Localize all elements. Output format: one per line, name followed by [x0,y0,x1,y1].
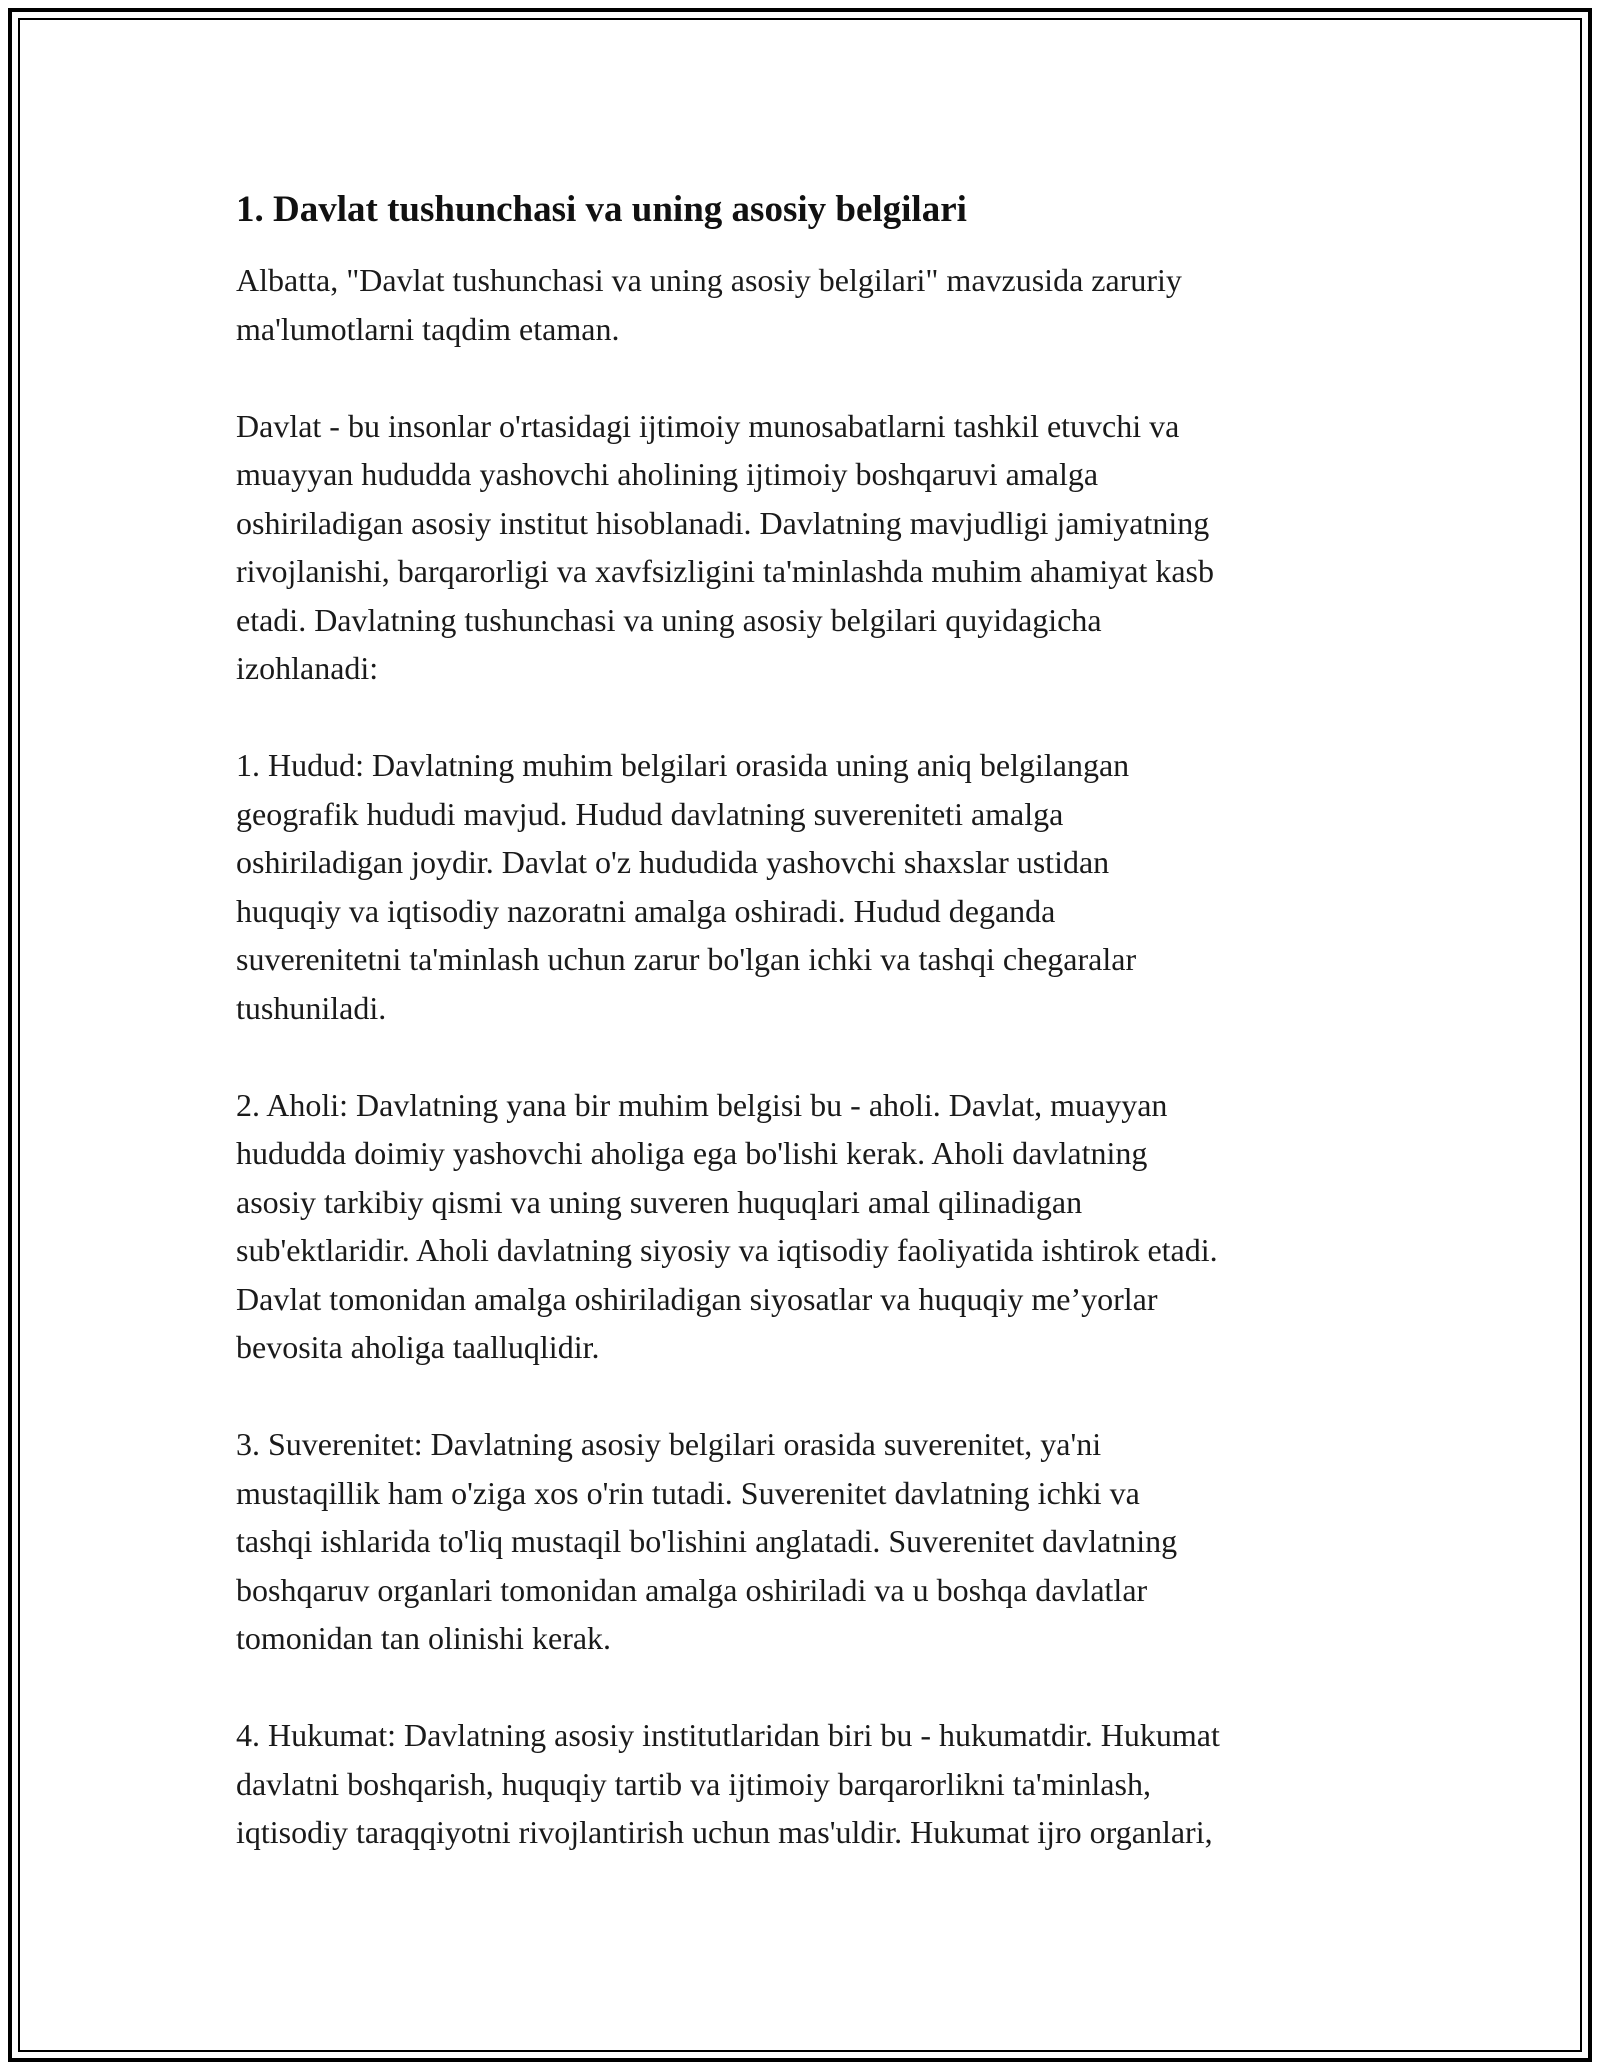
text-line: oshiriladigan asosiy institut hisoblanadi. Davlatning mavjudligi jamiyatning [236,504,1210,541]
paragraph-definition [236,402,1376,693]
text-line: ma'lumotlarni taqdim etaman. [236,310,620,347]
paragraph-government [236,1711,1376,1857]
text-line: bevosita aholiga taalluqlidir. [236,1329,600,1365]
paragraph-intro [236,256,1376,353]
text-line: mustaqillik ham o'ziga xos o'rin tutadi. Suverenitet davlatning ichki va [236,1474,1140,1511]
text-line: muayyan hududda yashovchi aholining ijtimoiy boshqaruvi amalga [236,456,1099,492]
paragraph-sovereignty [236,1420,1376,1663]
text-line: izohlanadi: [236,650,379,686]
text-line: sub'ektlaridir. Aholi davlatning siyosiy va iqtisodiy faoliyatida ishtirok etadi. [236,1232,1218,1268]
paragraph-population [236,1081,1376,1372]
text-line: tashqi ishlarida to'liq mustaqil bo'lishini anglatadi. Suverenitet davlatning [236,1523,1178,1559]
text-line: boshqaruv organlari tomonidan amalga oshiriladi va u boshqa davlatlar [236,1571,1148,1608]
text-line: 2. Aholi: Davlatning yana bir muhim belgisi bu - aholi. Davlat, muayyan [236,1086,1168,1123]
text-line: iqtisodiy taraqqiyotni rivojlantirish uchun mas'uldir. Hukumat ijro organlari, [236,1814,1213,1850]
text-line: 3. Suverenitet: Davlatning asosiy belgilari orasida suverenitet, ya'ni [236,1426,1102,1462]
text-line: hududda doimiy yashovchi aholiga ega bo'lishi kerak. Aholi davlatning [236,1135,1148,1171]
document-body [236,186,1376,1905]
text-line: oshiriladigan joydir. Davlat o'z hududida yashovchi shaxslar ustidan [236,844,1110,880]
text-line: geografik hududi mavjud. Hudud davlatning suvereniteti amalga [236,795,1064,832]
text-line: davlatni boshqarish, huquqiy tartib va ijtimoiy barqarorlikni ta'minlash, [236,1765,1151,1802]
text-line: suverenitetni ta'minlash uchun zarur bo'lgan ichki va tashqi chegaralar [236,941,1137,977]
text-line: Davlat tomonidan amalga oshiriladigan siyosatlar va huquqiy me’yorlar [236,1280,1158,1317]
document-title: 1. Davlat tushunchasi va uning asosiy belgilari [236,189,967,230]
text-line: 4. Hukumat: Davlatning asosiy institutlaridan biri bu - hukumatdir. Hukumat [236,1717,1220,1753]
text-line: rivojlanishi, barqarorligi va xavfsizligini ta'minlashda muhim ahamiyat kasb [236,553,1214,589]
text-line: huquqiy va iqtisodiy nazoratni amalga oshiradi. Hudud deganda [236,892,1056,929]
text-line: 1. Hudud: Davlatning muhim belgilari orasida uning aniq belgilangan [236,747,1130,783]
text-line: asosiy tarkibiy qismi va uning suveren huquqlari amal qilinadigan [236,1183,1083,1220]
text-line: Albatta, "Davlat tushunchasi va uning asosiy belgilari" mavzusida zaruriy [236,262,1182,298]
text-line: etadi. Davlatning tushunchasi va uning asosiy belgilari quyidagicha [236,601,1102,638]
paragraph-territory [236,741,1376,1032]
text-line: tomonidan tan olinishi kerak. [236,1620,612,1656]
text-line: Davlat - bu insonlar o'rtasidagi ijtimoiy munosabatlarni tashkil etuvchi va [236,407,1180,444]
text-line: tushuniladi. [236,989,387,1026]
